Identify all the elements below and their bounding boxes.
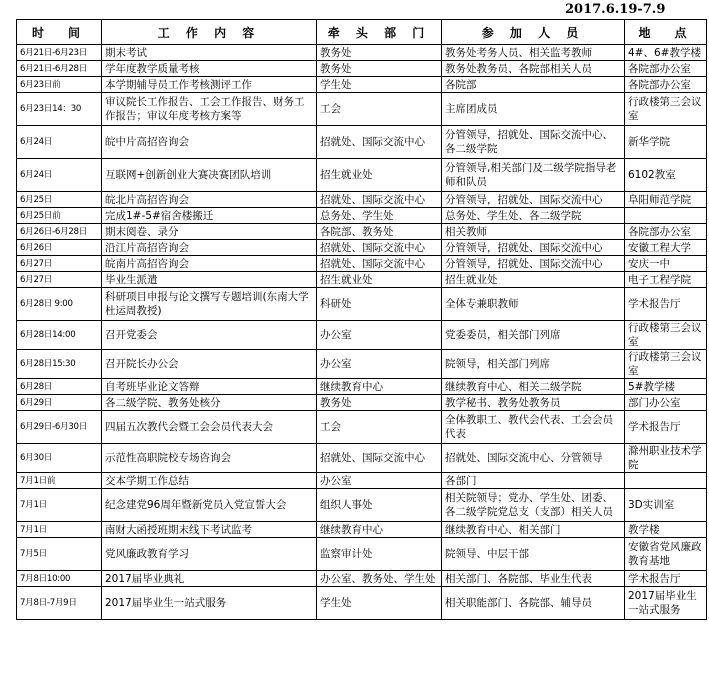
table-row bbox=[17, 538, 707, 571]
work-cell: 自考班毕业论文答辩 bbox=[102, 379, 317, 395]
header-participants: 参 加 人 员 bbox=[442, 20, 625, 45]
time-cell: 6月25日 bbox=[17, 192, 102, 208]
table-row bbox=[17, 350, 707, 379]
department-cell: 继续教育中心 bbox=[317, 522, 442, 538]
participants-cell: 分管领导,相关部门及二级学院指导老师和队员 bbox=[442, 159, 625, 192]
header-time: 时 间 bbox=[17, 20, 102, 45]
department-cell: 学生处 bbox=[317, 587, 442, 620]
location-cell: 行政楼第三会议室 bbox=[625, 321, 707, 350]
work-cell: 毕业生派遣 bbox=[102, 272, 317, 288]
location-cell: 6102教室 bbox=[625, 159, 707, 192]
table-row bbox=[17, 208, 707, 224]
participants-cell: 院领导、中层干部 bbox=[442, 538, 625, 571]
department-cell: 教务处 bbox=[317, 45, 442, 61]
table-row bbox=[17, 288, 707, 321]
table-row bbox=[17, 77, 707, 93]
table-row bbox=[17, 272, 707, 288]
time-cell: 6月26日 bbox=[17, 240, 102, 256]
department-cell: 招生就业处 bbox=[317, 159, 442, 192]
table-row bbox=[17, 411, 707, 444]
participants-cell: 分管领导，招就处、国际交流中心 bbox=[442, 192, 625, 208]
time-cell: 6月28日 bbox=[17, 379, 102, 395]
location-cell: 行政楼第三会议室 bbox=[625, 350, 707, 379]
department-cell: 办公室 bbox=[317, 321, 442, 350]
department-cell: 继续教育中心 bbox=[317, 379, 442, 395]
time-cell: 6月23日14：30 bbox=[17, 93, 102, 126]
table-row bbox=[17, 571, 707, 587]
time-cell: 7月1日前 bbox=[17, 473, 102, 489]
location-cell: 学术报告厅 bbox=[625, 288, 707, 321]
work-cell: 召开党委会 bbox=[102, 321, 317, 350]
schedule-date-range: 2017.6.19-7.9 bbox=[565, 2, 666, 17]
time-cell: 7月1日 bbox=[17, 522, 102, 538]
time-cell: 7月5日 bbox=[17, 538, 102, 571]
participants-cell: 主席团成员 bbox=[442, 93, 625, 126]
location-cell: 教学楼 bbox=[625, 522, 707, 538]
work-cell: 交本学期工作总结 bbox=[102, 473, 317, 489]
time-cell: 6月24日 bbox=[17, 126, 102, 159]
participants-cell: 总务处、学生处、各二级学院 bbox=[442, 208, 625, 224]
department-cell: 招就处、国际交流中心 bbox=[317, 126, 442, 159]
participants-cell: 相关院领导；党办、学生处、团委、各二级学院党总支（支部）相关人员 bbox=[442, 489, 625, 522]
department-cell: 工会 bbox=[317, 411, 442, 444]
work-cell: 召开院长办公会 bbox=[102, 350, 317, 379]
table-row bbox=[17, 379, 707, 395]
department-cell: 招就处、国际交流中心 bbox=[317, 444, 442, 473]
work-cell: 皖北片高招咨询会 bbox=[102, 192, 317, 208]
work-cell: 学年度教学质量考核 bbox=[102, 61, 317, 77]
table-row bbox=[17, 240, 707, 256]
location-cell bbox=[625, 208, 707, 224]
work-cell: 皖中片高招咨询会 bbox=[102, 126, 317, 159]
department-cell: 组织人事处 bbox=[317, 489, 442, 522]
table-row bbox=[17, 224, 707, 240]
time-cell: 7月8日10:00 bbox=[17, 571, 102, 587]
department-cell: 教务处 bbox=[317, 395, 442, 411]
department-cell: 办公室、教务处、学生处 bbox=[317, 571, 442, 587]
participants-cell: 各部门 bbox=[442, 473, 625, 489]
table-row bbox=[17, 192, 707, 208]
work-cell: 期末考试 bbox=[102, 45, 317, 61]
time-cell: 6月27日 bbox=[17, 272, 102, 288]
participants-cell: 全体专兼职教师 bbox=[442, 288, 625, 321]
department-cell: 教务处 bbox=[317, 61, 442, 77]
location-cell: 各院部办公室 bbox=[625, 61, 707, 77]
department-cell: 招就处、国际交流中心 bbox=[317, 240, 442, 256]
participants-cell: 党委委员，相关部门列席 bbox=[442, 321, 625, 350]
work-cell: 科研项目申报与论文撰写专题培训(东南大学杜运周教授) bbox=[102, 288, 317, 321]
table-row bbox=[17, 321, 707, 350]
time-cell: 6月23日前 bbox=[17, 77, 102, 93]
time-cell: 7月8日-7月9日 bbox=[17, 587, 102, 620]
header-lead-department: 牵 头 部 门 bbox=[317, 20, 442, 45]
department-cell: 科研处 bbox=[317, 288, 442, 321]
location-cell: 2017届毕业生一站式服务 bbox=[625, 587, 707, 620]
time-cell: 6月28日15:30 bbox=[17, 350, 102, 379]
table-row bbox=[17, 93, 707, 126]
table-row bbox=[17, 159, 707, 192]
participants-cell: 招生就业处 bbox=[442, 272, 625, 288]
work-cell: 2017届毕业生一站式服务 bbox=[102, 587, 317, 620]
department-cell: 招就处、国际交流中心 bbox=[317, 192, 442, 208]
participants-cell: 分管领导，招就处、国际交流中心 bbox=[442, 240, 625, 256]
time-cell: 6月29日 bbox=[17, 395, 102, 411]
time-cell: 6月21日-6月28日 bbox=[17, 61, 102, 77]
work-cell: 本学期辅导员工作考核测评工作 bbox=[102, 77, 317, 93]
time-cell: 6月29日-6月30日 bbox=[17, 411, 102, 444]
time-cell: 6月28日14:00 bbox=[17, 321, 102, 350]
time-cell: 6月27日 bbox=[17, 256, 102, 272]
participants-cell: 相关职能部门、各院部、辅导员 bbox=[442, 587, 625, 620]
work-cell: 纪念建党96周年暨新党员入党宣誓大会 bbox=[102, 489, 317, 522]
table-row bbox=[17, 61, 707, 77]
work-cell: 示范性高职院校专场咨询会 bbox=[102, 444, 317, 473]
participants-cell: 继续教育中心、相关部门 bbox=[442, 522, 625, 538]
table-row bbox=[17, 45, 707, 61]
work-cell: 四届五次教代会暨工会会员代表大会 bbox=[102, 411, 317, 444]
participants-cell: 招就处、国际交流中心、分管领导 bbox=[442, 444, 625, 473]
location-cell: 部门办公室 bbox=[625, 395, 707, 411]
department-cell: 招就处、国际交流中心 bbox=[317, 256, 442, 272]
participants-cell: 分管领导，招就处、国际交流中心 bbox=[442, 256, 625, 272]
participants-cell: 相关教师 bbox=[442, 224, 625, 240]
participants-cell: 教务处教务员、各院部相关人员 bbox=[442, 61, 625, 77]
department-cell: 工会 bbox=[317, 93, 442, 126]
location-cell: 4#、6#教学楼 bbox=[625, 45, 707, 61]
location-cell bbox=[625, 473, 707, 489]
table-row bbox=[17, 256, 707, 272]
time-cell: 6月28日 9:00 bbox=[17, 288, 102, 321]
time-cell: 6月26日-6月28日 bbox=[17, 224, 102, 240]
participants-cell: 各院部 bbox=[442, 77, 625, 93]
department-cell: 总务处、学生处 bbox=[317, 208, 442, 224]
participants-cell: 院领导，相关部门列席 bbox=[442, 350, 625, 379]
location-cell: 电子工程学院 bbox=[625, 272, 707, 288]
work-cell: 各二级学院、教务处核分 bbox=[102, 395, 317, 411]
work-cell: 期末阅卷、录分 bbox=[102, 224, 317, 240]
table-header-row bbox=[17, 20, 707, 45]
time-cell: 6月25日前 bbox=[17, 208, 102, 224]
location-cell: 阜阳师范学院 bbox=[625, 192, 707, 208]
location-cell: 学术报告厅 bbox=[625, 411, 707, 444]
work-cell: 2017届毕业典礼 bbox=[102, 571, 317, 587]
participants-cell: 分管领导，招就处、国际交流中心、各二级学院 bbox=[442, 126, 625, 159]
participants-cell: 全体教职工、教代会代表、工会会员代表 bbox=[442, 411, 625, 444]
header-location: 地 点 bbox=[625, 20, 707, 45]
time-cell: 6月30日 bbox=[17, 444, 102, 473]
department-cell: 办公室 bbox=[317, 350, 442, 379]
department-cell: 学生处 bbox=[317, 77, 442, 93]
table-row bbox=[17, 126, 707, 159]
participants-cell: 教务处考务人员、相关监考教师 bbox=[442, 45, 625, 61]
location-cell: 各院部办公室 bbox=[625, 77, 707, 93]
work-cell: 互联网+创新创业大赛决赛团队培训 bbox=[102, 159, 317, 192]
location-cell: 安徽省党风廉政教育基地 bbox=[625, 538, 707, 571]
header-work-content: 工 作 内 容 bbox=[102, 20, 317, 45]
work-cell: 皖南片高招咨询会 bbox=[102, 256, 317, 272]
location-cell: 各院部办公室 bbox=[625, 224, 707, 240]
participants-cell: 继续教育中心、相关二级学院 bbox=[442, 379, 625, 395]
time-cell: 7月1日 bbox=[17, 489, 102, 522]
location-cell: 安庆一中 bbox=[625, 256, 707, 272]
work-cell: 完成1#-5#宿舍楼搬迁 bbox=[102, 208, 317, 224]
location-cell: 行政楼第三会议室 bbox=[625, 93, 707, 126]
work-cell: 审议院长工作报告、工会工作报告、财务工作报告；审议年度考核方案等 bbox=[102, 93, 317, 126]
time-cell: 6月24日 bbox=[17, 159, 102, 192]
location-cell: 安徽工程大学 bbox=[625, 240, 707, 256]
department-cell: 各院部、教务处 bbox=[317, 224, 442, 240]
department-cell: 招生就业处 bbox=[317, 272, 442, 288]
work-cell: 沿江片高招咨询会 bbox=[102, 240, 317, 256]
table-row bbox=[17, 395, 707, 411]
table-row bbox=[17, 444, 707, 473]
table-row bbox=[17, 489, 707, 522]
location-cell: 学术报告厅 bbox=[625, 571, 707, 587]
work-cell: 南财大函授班期末线下考试监考 bbox=[102, 522, 317, 538]
department-cell: 监察审计处 bbox=[317, 538, 442, 571]
table-row bbox=[17, 473, 707, 489]
department-cell: 办公室 bbox=[317, 473, 442, 489]
location-cell: 5#教学楼 bbox=[625, 379, 707, 395]
table-body bbox=[17, 45, 707, 620]
work-cell: 党风廉政教育学习 bbox=[102, 538, 317, 571]
location-cell: 新华学院 bbox=[625, 126, 707, 159]
table-row bbox=[17, 522, 707, 538]
location-cell: 滁州职业技术学院 bbox=[625, 444, 707, 473]
table-row bbox=[17, 587, 707, 620]
location-cell: 3D实训室 bbox=[625, 489, 707, 522]
participants-cell: 相关部门、各院部、毕业生代表 bbox=[442, 571, 625, 587]
work-schedule-table bbox=[16, 19, 707, 620]
time-cell: 6月21日-6月23日 bbox=[17, 45, 102, 61]
participants-cell: 教学秘书、教务处教务员 bbox=[442, 395, 625, 411]
